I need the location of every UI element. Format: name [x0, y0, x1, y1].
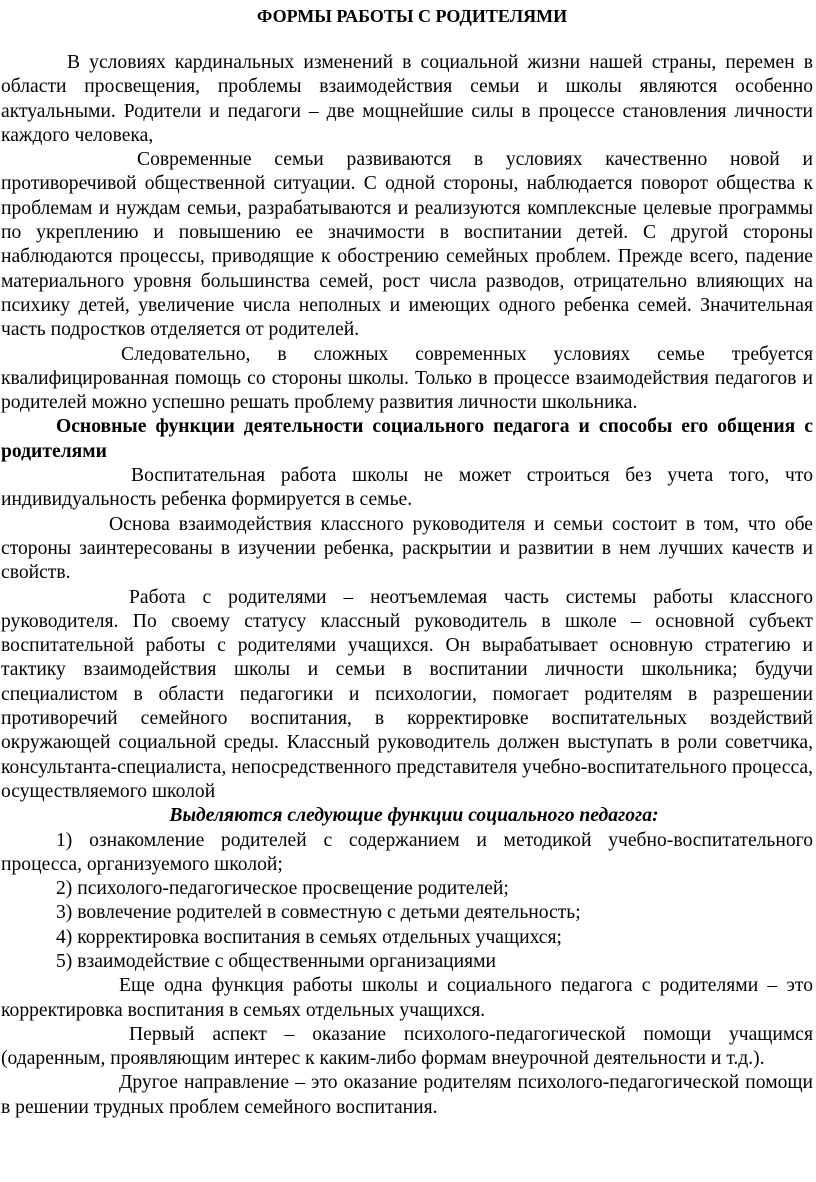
section-heading-functions: Основные функции деятельности социального педагога и способы его общения с родителями	[1, 416, 813, 462]
paragraph-modern-families: Современные семьи развиваются в условиях качественно новой и противоречивой общественной ситуации. С одной стороны, наблюдается поворот общества к проблемам и нуждам семьи, разрабатываются и реализуются комплексные целевые программы по укреплению и повышению ее значимости в воспитании детей. С другой стороны наблюдаются процессы, приводящие к обострению семейных проблем. Прежде всего, падение материального уровня большинства семей, рост числа разводов, отрицательно влияющих на психику детей, увеличение числа неполных и имеющих одного ребенка семей. Значительная часть подростков отделяется от родителей.	[1, 149, 813, 341]
paragraph-intro: В условиях кардинальных изменений в социальной жизни нашей страны, перемен в области просвещения, проблемы взаимодействия семьи и школы являются особенно актуальными. Родители и педагоги – две мощнейшие силы в процессе становления личности каждого человека,	[1, 52, 813, 146]
function-item-3: 3) вовлечение родителей в совместную с детьми деятельность;	[56, 902, 581, 924]
paragraph-interaction-basis: Основа взаимодействия классного руководителя и семьи состоит в том, что обе стороны заинтересованы в изучении ребенка, раскрытии и развитии в нем лучших качеств и свойств.	[1, 513, 813, 584]
function-item-2: 2) психолого-педагогическое просвещение родителей;	[56, 878, 509, 900]
document-title: ФОРМЫ РАБОТЫ С РОДИТЕЛЯМИ	[256, 6, 568, 26]
paragraph-consequently: Следовательно, в сложных современных условиях семье требуется квалифицированная помощь со стороны школы. Только в процессе взаимодействия педагогов и родителей можно успешно решать проблему развития личности школьника.	[1, 343, 813, 414]
paragraph-educational-work: Воспитательная работа школы не может строиться без учета того, что индивидуальность ребенка формируется в семье.	[1, 465, 813, 511]
function-item-4: 4) корректировка воспитания в семьях отдельных учащихся;	[56, 926, 562, 948]
function-item-1: 1) ознакомление родителей с содержанием и методикой учебно-воспитательного процесса, организуемого школой;	[1, 829, 813, 875]
paragraph-first-aspect: Первый аспект – оказание психолого-педагогической помощи учащимся (одаренным, проявляющим интерес к каким-либо формам внеурочной деятельности и т.д.).	[1, 1023, 813, 1070]
paragraph-other-direction: Другое направление – это оказание родителям психолого-педагогической помощи в решении трудных проблем семейного воспитания.	[1, 1072, 813, 1118]
paragraph-work-with-parents: Работа с родителями – неотъемлемая часть системы работы классного руководителя. По своему статусу классный руководитель в школе – основной субъект воспитательной работы с родителями учащихся. Он вырабатывает основную стратегию и тактику взаимодействия школы и семьи в воспитании личности школьника; будучи специалистом в области педагогики и психологии, помогает родителям в разрешении противоречий семейного воспитания, в корректировке воспитательных воздействий окружающей социальной среды. Классный руководитель должен выступать в роли советчика, консультанта-специалиста, непосредственного представителя учебно-воспитательного процесса, осуществляемого школой	[1, 586, 813, 802]
section-heading-social-pedagogue: Выделяются следующие функции социального педагога:	[169, 805, 659, 827]
function-item-5: 5) взаимодействие с общественными организациями	[56, 950, 497, 972]
paragraph-another-function: Еще одна функция работы школы и социального педагога с родителями – это корректировка воспитания в семьях отдельных учащихся.	[1, 975, 813, 1021]
